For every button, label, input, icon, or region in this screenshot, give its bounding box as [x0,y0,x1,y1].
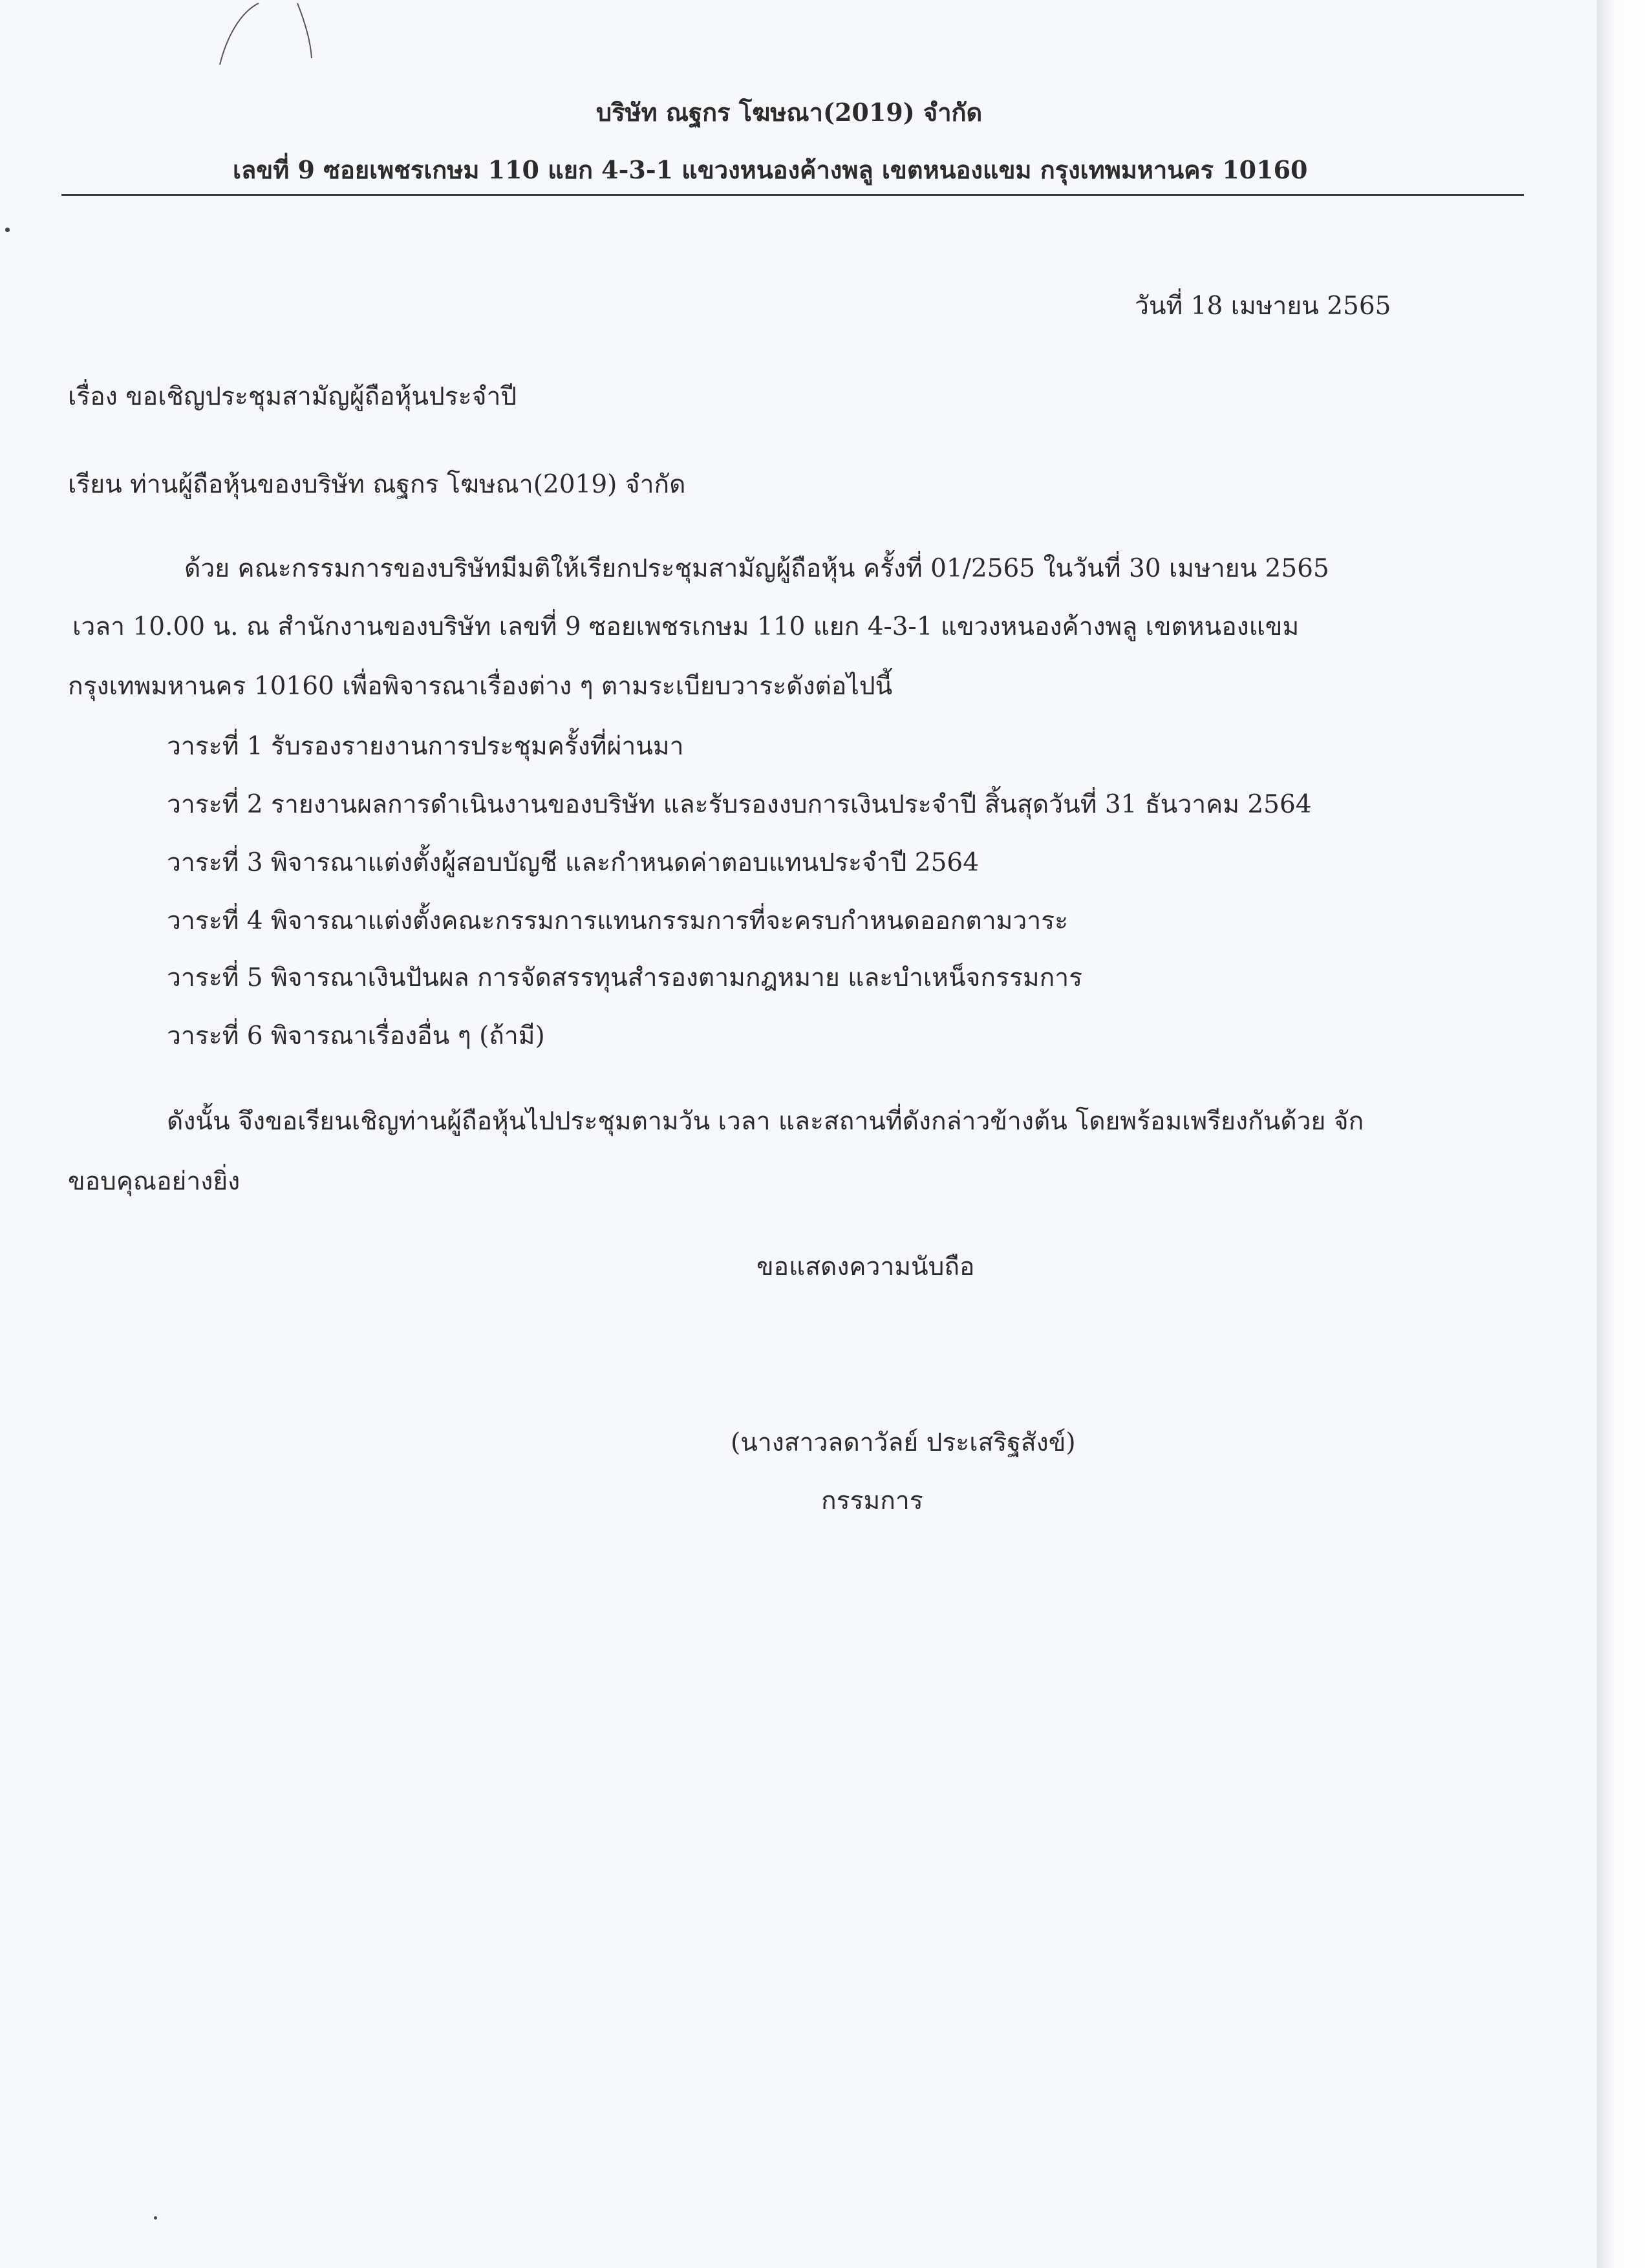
agenda-item-3: วาระที่ 3 พิจารณาแต่งตั้งผู้สอบบัญชี และกำหนดค่าตอบแทนประจำปี 2564 [167,848,980,877]
pen-mark-scribble [200,0,330,78]
signatory-name: (นางสาวลดาวัลย์ ประเสริฐสังข์) [731,1428,1076,1457]
letter-subject: เรื่อง ขอเชิญประชุมสามัญผู้ถือหุ้นประจำปี [68,382,517,411]
scan-speck [5,228,10,232]
company-address: เลขที่ 9 ซอยเพชรเกษม 110 แยก 4-3-1 แขวงหนองค้างพลู เขตหนองแขม กรุงเทพมหานคร 10160 [233,155,1308,184]
letter-salutation: เรียน ท่านผู้ถือหุ้นของบริษัท ณฐกร โฆษณา(2019) จำกัด [68,470,686,499]
company-name: บริษัท ณฐกร โฆษณา(2019) จำกัด [596,98,983,127]
agenda-item-6: วาระที่ 6 พิจารณาเรื่องอื่น ๆ (ถ้ามี) [167,1022,545,1051]
closing-line-1: ดังนั้น จึงขอเรียนเชิญท่านผู้ถือหุ้นไปประชุมตามวัน เวลา และสถานที่ดังกล่าวข้างต้น โดยพร้อมเพรียงกันด้วย จัก [167,1107,1364,1136]
intro-line-3: กรุงเทพมหานคร 10160 เพื่อพิจารณาเรื่องต่าง ๆ ตามระเบียบวาระดังต่อไปนี้ [68,672,893,701]
intro-line-1: ด้วย คณะกรรมการของบริษัทมีมติให้เรียกประชุมสามัญผู้ถือหุ้น ครั้งที่ 01/2565 ในวันที่ 30 เมษายน 2565 [184,554,1329,583]
signatory-title: กรรมการ [821,1486,923,1515]
agenda-item-4: วาระที่ 4 พิจารณาแต่งตั้งคณะกรรมการแทนกรรมการที่จะครบกำหนดออกตามวาระ [167,906,1069,936]
closing-line-2: ขอบคุณอย่างยิ่ง [68,1167,241,1196]
agenda-item-1: วาระที่ 1 รับรองรายงานการประชุมครั้งที่ผ่านมา [167,732,684,761]
agenda-item-5: วาระที่ 5 พิจารณาเงินปันผล การจัดสรรทุนสำรองตามกฎหมาย และบำเหน็จกรรมการ [167,963,1083,992]
closing-regards: ขอแสดงความนับถือ [756,1252,975,1281]
scan-speck [154,2216,157,2220]
letter-date: วันที่ 18 เมษายน 2565 [1135,292,1391,321]
scanner-page-edge [1597,0,1650,2268]
agenda-item-2: วาระที่ 2 รายงานผลการดำเนินงานของบริษัท และรับรองงบการเงินประจำปี สิ้นสุดวันที่ 31 ธันวาคม 2564 [167,790,1312,819]
letterhead-divider [61,194,1524,196]
intro-line-2: เวลา 10.00 น. ณ สำนักงานของบริษัท เลขที่ 9 ซอยเพชรเกษม 110 แยก 4-3-1 แขวงหนองค้างพลู เขตหนองแขม [72,612,1300,641]
